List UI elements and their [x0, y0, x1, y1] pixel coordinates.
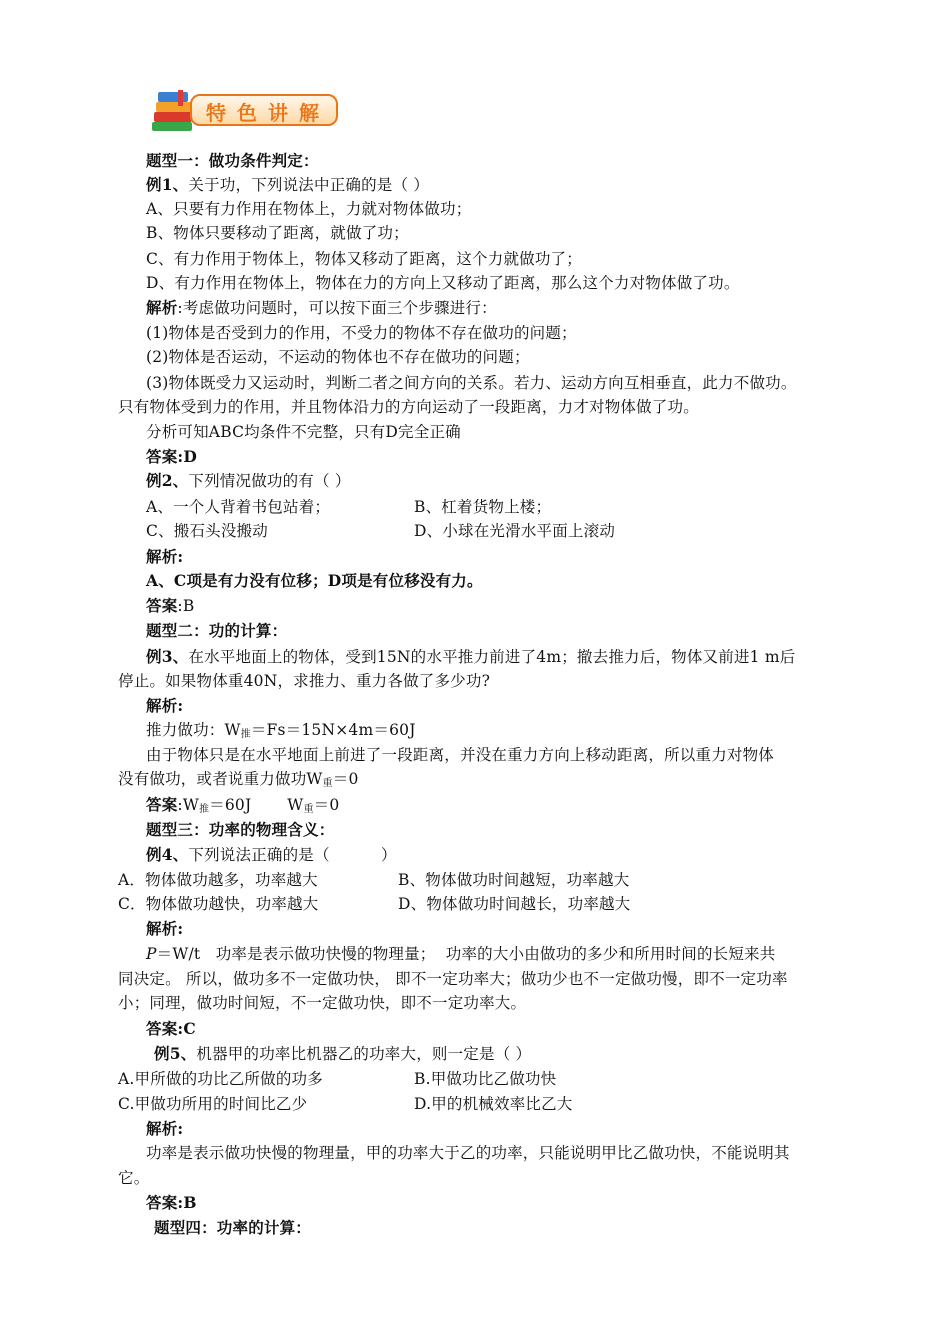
example-1-question: 例1、关于功，下列说法中正确的是（ ）: [146, 175, 430, 194]
example-3-question: 例3、在水平地面上的物体，受到15N的水平推力前进了4m；撤去推力后，物体又前进1 m后: [146, 647, 796, 666]
answer-2: 答案:B: [146, 596, 195, 615]
option-a: A．物体做功越多，功率越大: [118, 871, 318, 889]
analysis-3-text-continued: 没有做功，或者说重力做功$W_重=0$: [118, 770, 359, 789]
option-b: B.甲做功比乙做功快: [414, 1070, 557, 1088]
analysis-5-label: 解析:: [146, 1119, 184, 1138]
option-b: B、物体做功时间越短，功率越大: [398, 871, 630, 889]
section-title-4: 题型四：功率的计算：: [154, 1218, 312, 1237]
section-title-1: 题型一：做功条件判定：: [146, 151, 319, 170]
option-c: C、搬石头没搬动: [146, 522, 268, 540]
step-1: (1)物体是否受到力的作用，不受力的物体不存在做功的问题；: [146, 324, 577, 342]
analysis-3-label: 解析:: [146, 696, 184, 715]
option-d: D.甲的机械效率比乙大: [414, 1095, 573, 1113]
step-2: (2)物体是否运动，不运动的物体也不存在做功的问题；: [146, 348, 530, 366]
option-b: B、物体只要移动了距离，就做了功；: [146, 224, 409, 242]
badge-title: 特色讲解: [206, 101, 330, 125]
analysis-conclusion: 分析可知ABC均条件不完整，只有D完全正确: [146, 423, 461, 441]
option-d: D、有力作用在物体上，物体在力的方向上又移动了距离，那么这个力对物体做了功。: [146, 274, 740, 292]
step-3: (3)物体既受力又运动时，判断二者之间方向的关系。若力、运动方向互相垂直，此力不做功。: [146, 374, 797, 392]
option-c: C、有力作用于物体上，物体又移动了距离，这个力就做功了；: [146, 250, 582, 268]
example-4-question: 例4、下列说法正确的是（ ）: [146, 845, 397, 864]
section-header-badge: [148, 88, 344, 136]
option-c: C．物体做功越快，功率越大: [118, 895, 319, 913]
example-2-question: 例2、下列情况做功的有（ ）: [146, 471, 351, 490]
section-title-2: 题型二：功的计算：: [146, 621, 288, 640]
answer-1: 答案:D: [146, 447, 197, 466]
analysis-4-text: P＝W/t 功率是表示做功快慢的物理量； 功率的大小由做功的多少和所用时间的长短来共: [146, 945, 776, 963]
option-a: A、一个人背着书包站着；: [146, 498, 331, 516]
analysis-3-text: 由于物体只是在水平地面上前进了一段距离，并没在重力方向上移动距离，所以重力对物体: [146, 746, 775, 764]
answer-3: 答案$:W_推=60J$ $W_重=0$: [146, 795, 340, 815]
analysis-2-text: A、C项是有力没有位移；D项是有位移没有力。: [146, 571, 483, 590]
analysis-2-label: 解析:: [146, 547, 184, 566]
analysis-5-text: 功率是表示做功快慢的物理量，甲的功率大于乙的功率，只能说明甲比乙做功快，不能说明其: [146, 1144, 790, 1162]
example-3-question-continued: 停止。如果物体重40N，求推力、重力各做了多少功?: [118, 672, 491, 690]
section-title-3: 题型三：功率的物理含义：: [146, 820, 335, 839]
option-a: A.甲所做的功比乙所做的功多: [118, 1070, 323, 1088]
option-c: C.甲做功所用的时间比乙少: [118, 1095, 308, 1113]
answer-5: 答案:B: [146, 1193, 197, 1212]
option-b: B、杠着货物上楼；: [414, 498, 552, 516]
analysis-4-text-3: 小；同理，做功时间短，不一定做功快，即不一定功率大。: [118, 994, 527, 1012]
analysis-4-text-2: 同决定。 所以，做功多不一定做功快， 即不一定功率大；做功少也不一定做功慢，即不一定功率: [118, 970, 788, 988]
option-d: D、小球在光滑水平面上滚动: [414, 522, 616, 540]
analysis-5-text-continued: 它。: [118, 1169, 150, 1187]
analysis-4-label: 解析:: [146, 919, 184, 938]
option-a: A、只要有力作用在物体上，力就对物体做功；: [146, 200, 472, 218]
step-3-continued: 只有物体受到力的作用，并且物体沿力的方向运动了一段距离，力才对物体做了功。: [118, 398, 699, 416]
answer-4: 答案:C: [146, 1019, 196, 1038]
work-by-push: 推力做功：$W_推=Fs=15N\times 4m=60J$: [146, 721, 416, 740]
option-d: D、物体做功时间越长，功率越大: [398, 895, 631, 913]
analysis-1: 解析:考虑做功问题时，可以按下面三个步骤进行：: [146, 298, 497, 317]
example-5-question: 例5、机器甲的功率比机器乙的功率大，则一定是（ ）: [154, 1044, 532, 1063]
